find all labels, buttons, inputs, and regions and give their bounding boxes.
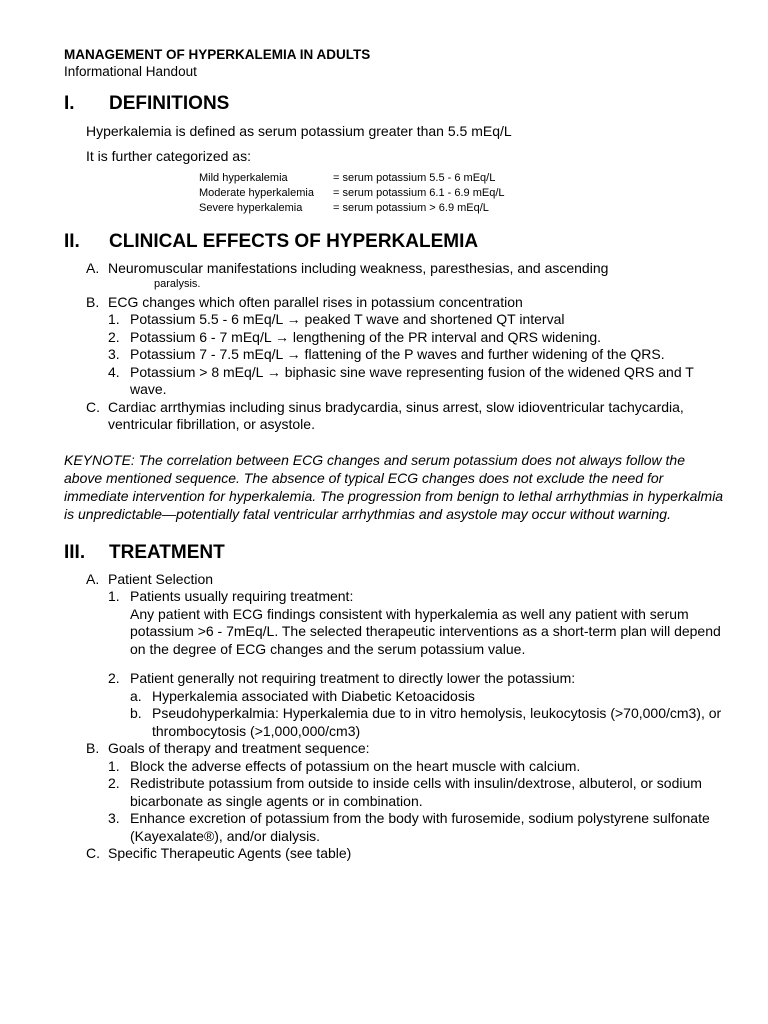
therapy-goals-list [86,758,724,846]
categorization-intro: It is further categorized as: [86,148,251,164]
list-body: Any patient with ECG findings consistent with hyperkalemia as well any patient with serum potassium >6 - 7mEq/L. The selected therapeutic interventions as a short-term plan will depend on the degree of ECG changes and the serum potassium value. [130,605,721,657]
list-marker: A. [86,570,100,587]
list-marker: 3. [108,810,120,826]
definition-paragraph: Hyperkalemia is defined as serum potassium greater than 5.5 mEq/L [86,123,512,139]
section-heading-treatment [64,541,724,565]
list-text: Cardiac arrthymias including sinus bradycardia, sinus arrest, slow idioventricular tachycardia, ventricular fibrillation, or asystole. [108,398,684,432]
list-text: Specific Therapeutic Agents (see table) [108,845,352,861]
list-item [86,294,724,312]
exclusion-list [108,688,724,741]
list-marker: 1. [108,757,120,774]
list-marker: 3. [108,346,120,362]
document-page [64,46,724,863]
document-subtitle: Informational Handout [64,64,197,79]
section-number: II. [64,231,80,252]
list-marker: C. [86,845,100,861]
ecg-changes-list [86,311,724,399]
category-value: = serum potassium 5.5 - 6 mEq/L [333,172,496,184]
list-continuation: paralysis. [154,277,201,290]
list-text: ECG changes which often parallel rises in potassium concentration [108,293,523,310]
list-item [130,688,724,706]
category-row [199,201,724,216]
section-number: I. [64,93,75,114]
list-item [86,260,724,278]
clinical-effects-list [64,260,724,434]
list-text: Hyperkalemia associated with Diabetic Ketoacidosis [152,687,475,704]
list-item [108,810,724,845]
keynote-paragraph: KEYNOTE: The correlation between ECG changes and serum potassium does not always follow the above mentioned sequence. The absence of typical ECG changes does not exclude the need for immediate intervention for hyperkalemia. The progression from benign to lethal arrhythmias in hyperkalmia is unpredictable—potentially fatal ventricular arrhythmias and asystole may occur without warning. [64,451,724,522]
list-marker: B. [86,740,100,756]
list-text: Potassium 7 - 7.5 mEq/L → flattening of the P waves and further widening of the QRS. [130,346,665,362]
list-item [108,758,724,776]
list-text: Patient generally not requiring treatment to directly lower the potassium: [130,670,576,686]
section-title: TREATMENT [109,541,225,563]
list-text: Potassium > 8 mEq/L → biphasic sine wave representing fusion of the widened QRS and T wave. [130,363,694,397]
list-item [130,705,724,740]
category-value: = serum potassium 6.1 - 6.9 mEq/L [333,187,505,199]
list-text: Redistribute potassium from outside to inside cells with insulin/dextrose, albuterol, or sodium bicarbonate as single agents or in combination. [130,775,702,809]
patient-selection-list [86,588,724,740]
list-item [108,588,724,658]
list-item [108,364,724,399]
list-marker: 1. [108,311,120,327]
section-heading-clinical-effects [64,230,724,254]
section-number: III. [64,541,86,563]
category-value: = serum potassium > 6.9 mEq/L [333,202,489,214]
list-item [108,670,724,688]
list-item [108,329,724,347]
list-marker: 2. [108,328,120,345]
list-item [86,571,724,589]
list-item [108,311,724,329]
list-marker: 1. [108,588,120,604]
list-marker: A. [86,260,100,276]
category-row [199,171,724,186]
list-marker: C. [86,398,100,415]
list-marker: B. [86,293,100,310]
list-marker: a. [130,687,142,704]
list-text: Goals of therapy and treatment sequence: [108,740,370,756]
list-marker: 2. [108,775,120,791]
treatment-list [64,571,724,863]
category-label: Moderate hyperkalemia [199,187,314,199]
list-item [86,740,724,758]
category-label: Severe hyperkalemia [199,202,303,214]
section-heading-definitions [64,92,724,116]
list-item [108,346,724,364]
list-text: Potassium 6 - 7 mEq/L → lengthening of the PR interval and QRS widening. [130,328,602,345]
list-text: Patients usually requiring treatment: [130,588,354,604]
document-title: MANAGEMENT OF HYPERKALEMIA IN ADULTS [64,47,371,62]
category-row [199,186,724,201]
list-marker: 2. [108,670,120,686]
list-item [86,399,724,434]
list-item [86,845,724,863]
list-text: Patient Selection [108,570,214,587]
list-text: Block the adverse effects of potassium on the heart muscle with calcium. [130,757,581,774]
list-text: Neuromuscular manifestations including weakness, paresthesias, and ascending [108,260,609,276]
category-label: Mild hyperkalemia [199,172,288,184]
section-title: DEFINITIONS [109,93,230,114]
severity-categories [199,171,724,216]
list-item [108,775,724,810]
list-text: Potassium 5.5 - 6 mEq/L → peaked T wave and shortened QT interval [130,311,565,327]
list-text: Enhance excretion of potassium from the body with furosemide, sodium polystyrene sulfonate (Kayexalate®), and/or dialysis. [130,810,710,844]
list-marker: b. [130,705,142,721]
list-marker: 4. [108,363,120,380]
section-title: CLINICAL EFFECTS OF HYPERKALEMIA [109,231,479,252]
list-text: Pseudohyperkalmia: Hyperkalemia due to in vitro hemolysis, leukocytosis (>70,000/cm3), or thrombocytosis (>1,000,000/cm3) [152,705,722,739]
